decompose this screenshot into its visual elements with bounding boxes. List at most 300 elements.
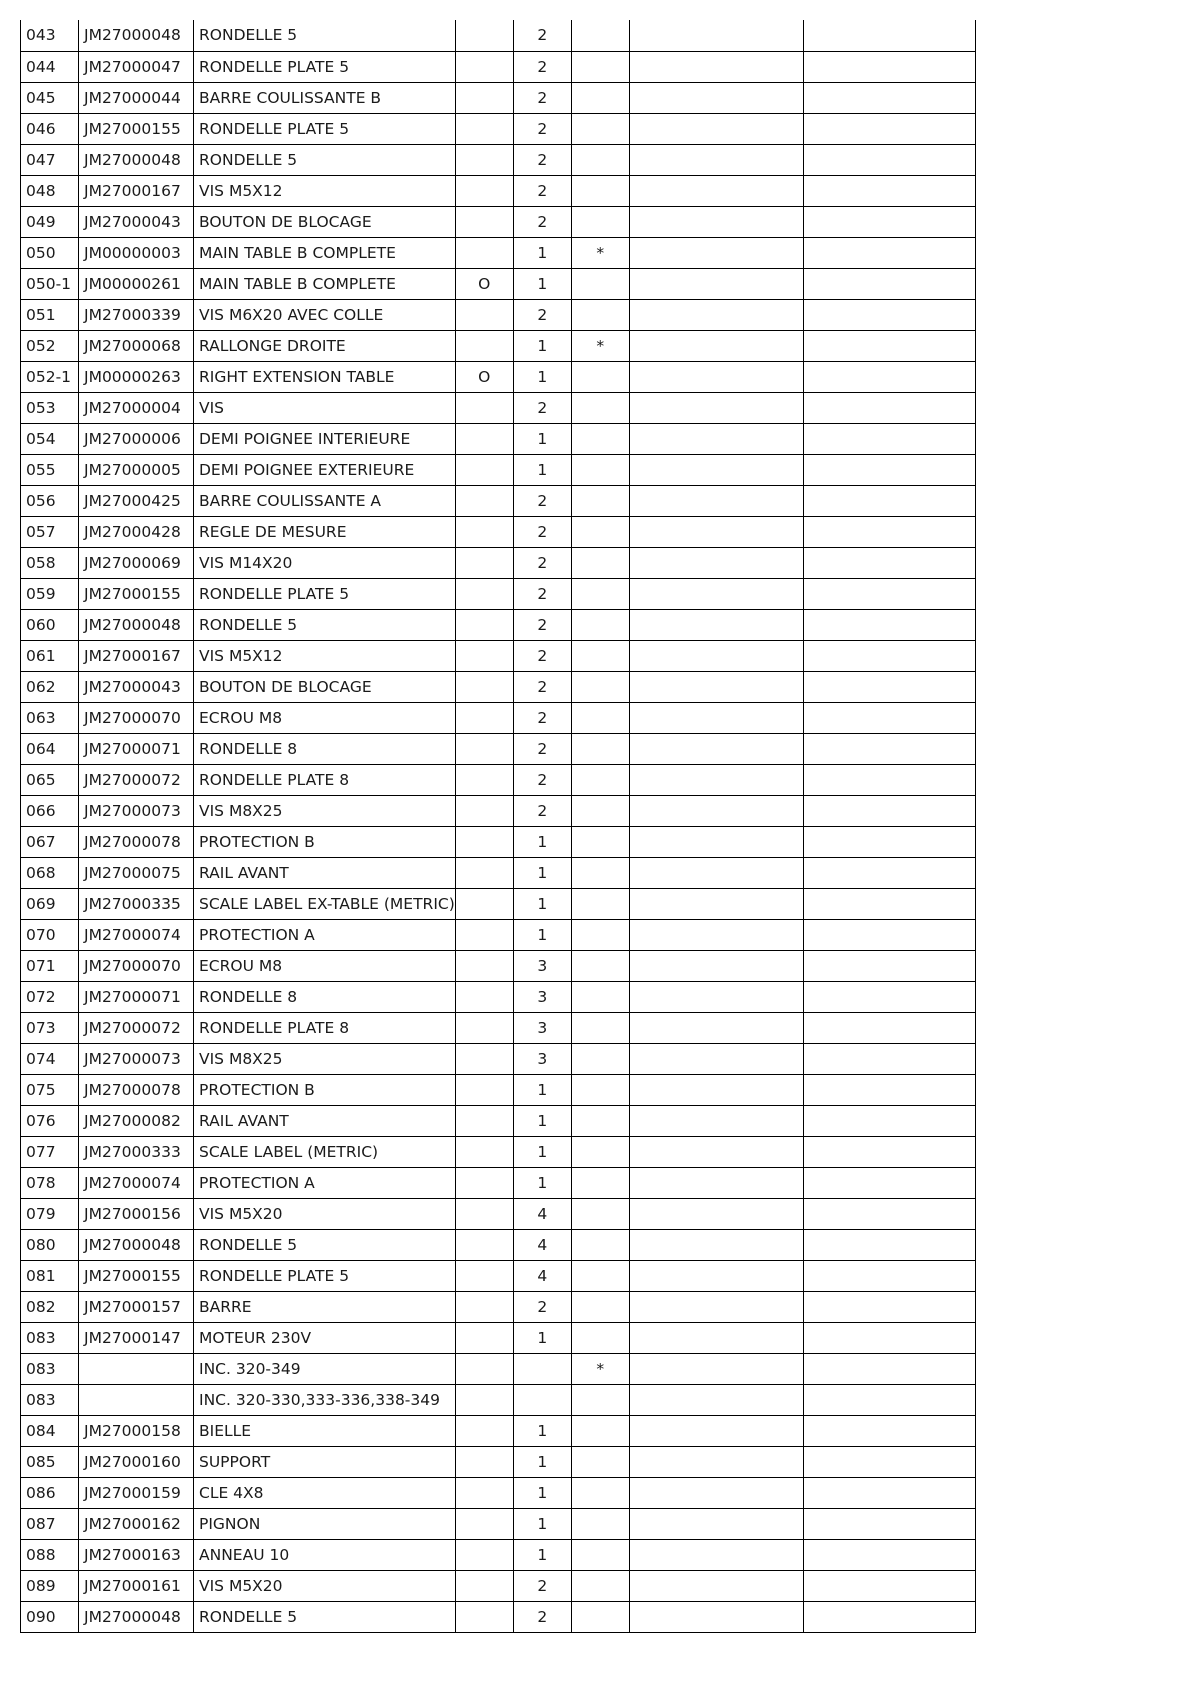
description-cell: VIS M5X20 [194, 1570, 456, 1601]
option-cell [455, 1353, 513, 1384]
table-row [21, 113, 976, 144]
table-row [21, 51, 976, 82]
quantity-cell: 2 [513, 392, 571, 423]
marker-cell [571, 1074, 629, 1105]
table-row [21, 516, 976, 547]
description-cell: INC. 320-330,333-336,338-349 [194, 1384, 456, 1415]
description-cell: RONDELLE PLATE 8 [194, 764, 456, 795]
blank-cell [629, 485, 803, 516]
blank-cell [803, 1043, 975, 1074]
blank-cell [629, 1043, 803, 1074]
reference-cell: JM27000074 [79, 1167, 194, 1198]
quantity-cell: 2 [513, 516, 571, 547]
blank-cell [629, 1322, 803, 1353]
option-cell [455, 609, 513, 640]
description-cell: RIGHT EXTENSION TABLE [194, 361, 456, 392]
part-number-cell: 085 [21, 1446, 79, 1477]
blank-cell [629, 1415, 803, 1446]
option-cell [455, 206, 513, 237]
part-number-cell: 049 [21, 206, 79, 237]
marker-cell [571, 392, 629, 423]
description-cell: SCALE LABEL (METRIC) [194, 1136, 456, 1167]
blank-cell [803, 1353, 975, 1384]
option-cell [455, 1508, 513, 1539]
option-cell [455, 1415, 513, 1446]
table-row [21, 20, 976, 51]
table-row [21, 1229, 976, 1260]
option-cell [455, 175, 513, 206]
blank-cell [629, 733, 803, 764]
blank-cell [629, 423, 803, 454]
blank-cell [629, 454, 803, 485]
blank-cell [803, 516, 975, 547]
reference-cell: JM27000160 [79, 1446, 194, 1477]
part-number-cell: 074 [21, 1043, 79, 1074]
option-cell [455, 1105, 513, 1136]
table-row [21, 392, 976, 423]
part-number-cell: 081 [21, 1260, 79, 1291]
quantity-cell: 2 [513, 547, 571, 578]
table-row [21, 330, 976, 361]
marker-cell [571, 144, 629, 175]
quantity-cell: 1 [513, 423, 571, 454]
blank-cell [803, 1601, 975, 1632]
reference-cell: JM27000044 [79, 82, 194, 113]
description-cell: BARRE COULISSANTE A [194, 485, 456, 516]
table-row [21, 640, 976, 671]
table-row [21, 578, 976, 609]
description-cell: RONDELLE 5 [194, 144, 456, 175]
part-number-cell: 060 [21, 609, 79, 640]
blank-cell [803, 1446, 975, 1477]
reference-cell: JM27000333 [79, 1136, 194, 1167]
part-number-cell: 058 [21, 547, 79, 578]
reference-cell: JM27000167 [79, 640, 194, 671]
description-cell: RONDELLE PLATE 5 [194, 51, 456, 82]
marker-cell [571, 1043, 629, 1074]
blank-cell [629, 1570, 803, 1601]
reference-cell: JM27000069 [79, 547, 194, 578]
quantity-cell: 4 [513, 1198, 571, 1229]
option-cell [455, 454, 513, 485]
blank-cell [803, 857, 975, 888]
part-number-cell: 076 [21, 1105, 79, 1136]
description-cell: REGLE DE MESURE [194, 516, 456, 547]
table-row [21, 1291, 976, 1322]
blank-cell [803, 268, 975, 299]
blank-cell [629, 206, 803, 237]
marker-cell [571, 1260, 629, 1291]
blank-cell [803, 671, 975, 702]
quantity-cell: 1 [513, 1105, 571, 1136]
quantity-cell: 3 [513, 981, 571, 1012]
table-row [21, 919, 976, 950]
table-row [21, 1570, 976, 1601]
marker-cell [571, 51, 629, 82]
option-cell [455, 1570, 513, 1601]
reference-cell: JM27000073 [79, 1043, 194, 1074]
blank-cell [803, 299, 975, 330]
quantity-cell: 2 [513, 206, 571, 237]
blank-cell [629, 51, 803, 82]
part-number-cell: 051 [21, 299, 79, 330]
table-row [21, 1198, 976, 1229]
part-number-cell: 069 [21, 888, 79, 919]
option-cell [455, 144, 513, 175]
blank-cell [803, 950, 975, 981]
reference-cell: JM27000155 [79, 578, 194, 609]
table-row [21, 1043, 976, 1074]
description-cell: PROTECTION A [194, 1167, 456, 1198]
part-number-cell: 050 [21, 237, 79, 268]
blank-cell [803, 1074, 975, 1105]
blank-cell [803, 1229, 975, 1260]
quantity-cell: 1 [513, 1167, 571, 1198]
parts-list-page [20, 20, 976, 1633]
part-number-cell: 056 [21, 485, 79, 516]
option-cell [455, 950, 513, 981]
marker-cell [571, 361, 629, 392]
marker-cell [571, 609, 629, 640]
quantity-cell: 2 [513, 640, 571, 671]
option-cell [455, 795, 513, 826]
table-row [21, 1446, 976, 1477]
quantity-cell: 1 [513, 1415, 571, 1446]
reference-cell: JM27000078 [79, 826, 194, 857]
quantity-cell: 1 [513, 1508, 571, 1539]
reference-cell: JM27000078 [79, 1074, 194, 1105]
blank-cell [803, 547, 975, 578]
marker-cell [571, 578, 629, 609]
table-row [21, 1508, 976, 1539]
reference-cell: JM27000156 [79, 1198, 194, 1229]
quantity-cell: 1 [513, 268, 571, 299]
marker-cell [571, 764, 629, 795]
marker-cell [571, 485, 629, 516]
blank-cell [629, 1229, 803, 1260]
part-number-cell: 086 [21, 1477, 79, 1508]
table-row [21, 826, 976, 857]
part-number-cell: 061 [21, 640, 79, 671]
description-cell: CLE 4X8 [194, 1477, 456, 1508]
blank-cell [629, 857, 803, 888]
blank-cell [803, 423, 975, 454]
reference-cell: JM27000161 [79, 1570, 194, 1601]
quantity-cell: 2 [513, 144, 571, 175]
part-number-cell: 088 [21, 1539, 79, 1570]
blank-cell [803, 1012, 975, 1043]
blank-cell [803, 392, 975, 423]
reference-cell: JM27000070 [79, 702, 194, 733]
marker-cell [571, 1136, 629, 1167]
part-number-cell: 090 [21, 1601, 79, 1632]
option-cell [455, 51, 513, 82]
blank-cell [629, 82, 803, 113]
reference-cell: JM00000003 [79, 237, 194, 268]
quantity-cell: 3 [513, 1012, 571, 1043]
marker-cell [571, 1508, 629, 1539]
reference-cell: JM27000043 [79, 671, 194, 702]
marker-cell [571, 1322, 629, 1353]
parts-table-body [21, 20, 976, 1632]
quantity-cell: 1 [513, 919, 571, 950]
blank-cell [803, 1136, 975, 1167]
marker-cell [571, 175, 629, 206]
option-cell [455, 392, 513, 423]
blank-cell [803, 1322, 975, 1353]
description-cell: VIS M8X25 [194, 1043, 456, 1074]
reference-cell: JM27000157 [79, 1291, 194, 1322]
table-row [21, 547, 976, 578]
description-cell: VIS M8X25 [194, 795, 456, 826]
reference-cell: JM27000074 [79, 919, 194, 950]
table-row [21, 671, 976, 702]
table-row [21, 888, 976, 919]
quantity-cell: 1 [513, 454, 571, 485]
blank-cell [803, 795, 975, 826]
reference-cell: JM27000005 [79, 454, 194, 485]
table-row [21, 454, 976, 485]
table-row [21, 609, 976, 640]
marker-cell [571, 733, 629, 764]
blank-cell [629, 547, 803, 578]
part-number-cell: 071 [21, 950, 79, 981]
part-number-cell: 082 [21, 1291, 79, 1322]
marker-cell [571, 888, 629, 919]
quantity-cell: 1 [513, 1074, 571, 1105]
description-cell: ECROU M8 [194, 950, 456, 981]
blank-cell [803, 609, 975, 640]
reference-cell: JM27000004 [79, 392, 194, 423]
blank-cell [803, 1105, 975, 1136]
reference-cell: JM27000048 [79, 1601, 194, 1632]
marker-cell [571, 20, 629, 51]
part-number-cell: 046 [21, 113, 79, 144]
table-row [21, 733, 976, 764]
quantity-cell: 1 [513, 1322, 571, 1353]
part-number-cell: 052 [21, 330, 79, 361]
reference-cell [79, 1384, 194, 1415]
part-number-cell: 087 [21, 1508, 79, 1539]
marker-cell [571, 113, 629, 144]
option-cell [455, 1260, 513, 1291]
blank-cell [629, 640, 803, 671]
option-cell [455, 547, 513, 578]
blank-cell [803, 1260, 975, 1291]
part-number-cell: 057 [21, 516, 79, 547]
quantity-cell: 2 [513, 485, 571, 516]
reference-cell: JM27000070 [79, 950, 194, 981]
blank-cell [629, 981, 803, 1012]
blank-cell [803, 702, 975, 733]
quantity-cell: 1 [513, 1446, 571, 1477]
quantity-cell: 4 [513, 1260, 571, 1291]
quantity-cell: 1 [513, 237, 571, 268]
reference-cell: JM27000158 [79, 1415, 194, 1446]
quantity-cell: 2 [513, 764, 571, 795]
marker-cell [571, 826, 629, 857]
table-row [21, 764, 976, 795]
option-cell [455, 826, 513, 857]
table-row [21, 268, 976, 299]
table-row [21, 1601, 976, 1632]
part-number-cell: 053 [21, 392, 79, 423]
description-cell: RONDELLE 5 [194, 609, 456, 640]
blank-cell [629, 671, 803, 702]
part-number-cell: 044 [21, 51, 79, 82]
marker-cell [571, 206, 629, 237]
table-row [21, 1353, 976, 1384]
blank-cell [803, 144, 975, 175]
marker-cell [571, 702, 629, 733]
description-cell: BIELLE [194, 1415, 456, 1446]
option-cell [455, 857, 513, 888]
table-row [21, 144, 976, 175]
option-cell [455, 1012, 513, 1043]
option-cell [455, 1601, 513, 1632]
quantity-cell: 1 [513, 330, 571, 361]
option-cell [455, 640, 513, 671]
option-cell [455, 919, 513, 950]
marker-cell [571, 857, 629, 888]
quantity-cell: 2 [513, 113, 571, 144]
reference-cell: JM27000162 [79, 1508, 194, 1539]
quantity-cell: 3 [513, 1043, 571, 1074]
part-number-cell: 083 [21, 1322, 79, 1353]
marker-cell [571, 1415, 629, 1446]
blank-cell [803, 1570, 975, 1601]
description-cell: PROTECTION B [194, 1074, 456, 1105]
option-cell [455, 1477, 513, 1508]
marker-cell [571, 950, 629, 981]
table-row [21, 1167, 976, 1198]
reference-cell: JM27000159 [79, 1477, 194, 1508]
reference-cell: JM27000335 [79, 888, 194, 919]
parts-table [20, 20, 976, 1633]
table-row [21, 795, 976, 826]
quantity-cell: 2 [513, 609, 571, 640]
blank-cell [803, 640, 975, 671]
part-number-cell: 084 [21, 1415, 79, 1446]
blank-cell [629, 237, 803, 268]
blank-cell [629, 888, 803, 919]
option-cell [455, 113, 513, 144]
part-number-cell: 068 [21, 857, 79, 888]
quantity-cell: 4 [513, 1229, 571, 1260]
table-row [21, 1322, 976, 1353]
marker-cell [571, 981, 629, 1012]
table-row [21, 1415, 976, 1446]
marker-cell [571, 1477, 629, 1508]
blank-cell [629, 175, 803, 206]
description-cell: RONDELLE 5 [194, 1229, 456, 1260]
description-cell: BARRE [194, 1291, 456, 1322]
blank-cell [629, 330, 803, 361]
description-cell: VIS M14X20 [194, 547, 456, 578]
quantity-cell: 2 [513, 795, 571, 826]
blank-cell [803, 981, 975, 1012]
blank-cell [629, 826, 803, 857]
description-cell: RONDELLE PLATE 5 [194, 113, 456, 144]
option-cell [455, 1446, 513, 1477]
blank-cell [629, 1198, 803, 1229]
blank-cell [803, 206, 975, 237]
blank-cell [629, 516, 803, 547]
blank-cell [803, 51, 975, 82]
marker-cell [571, 516, 629, 547]
blank-cell [629, 1291, 803, 1322]
description-cell: RAIL AVANT [194, 1105, 456, 1136]
option-cell [455, 485, 513, 516]
marker-cell [571, 671, 629, 702]
marker-cell [571, 1012, 629, 1043]
quantity-cell: 2 [513, 733, 571, 764]
part-number-cell: 070 [21, 919, 79, 950]
description-cell: ECROU M8 [194, 702, 456, 733]
description-cell: RONDELLE PLATE 5 [194, 1260, 456, 1291]
blank-cell [629, 702, 803, 733]
part-number-cell: 064 [21, 733, 79, 764]
part-number-cell: 075 [21, 1074, 79, 1105]
marker-cell [571, 268, 629, 299]
marker-cell [571, 1446, 629, 1477]
option-cell [455, 888, 513, 919]
part-number-cell: 052-1 [21, 361, 79, 392]
blank-cell [629, 578, 803, 609]
quantity-cell: 1 [513, 1477, 571, 1508]
quantity-cell: 1 [513, 361, 571, 392]
description-cell: RONDELLE 8 [194, 733, 456, 764]
option-cell [455, 671, 513, 702]
table-row [21, 485, 976, 516]
option-cell: O [455, 268, 513, 299]
blank-cell [803, 113, 975, 144]
marker-cell [571, 1167, 629, 1198]
blank-cell [803, 175, 975, 206]
reference-cell: JM27000082 [79, 1105, 194, 1136]
quantity-cell [513, 1384, 571, 1415]
reference-cell: JM27000068 [79, 330, 194, 361]
quantity-cell: 2 [513, 1570, 571, 1601]
blank-cell [629, 20, 803, 51]
quantity-cell: 2 [513, 671, 571, 702]
table-row [21, 702, 976, 733]
part-number-cell: 073 [21, 1012, 79, 1043]
marker-cell [571, 423, 629, 454]
blank-cell [803, 888, 975, 919]
part-number-cell: 047 [21, 144, 79, 175]
marker-cell [571, 919, 629, 950]
option-cell [455, 20, 513, 51]
description-cell: RAIL AVANT [194, 857, 456, 888]
blank-cell [629, 1508, 803, 1539]
description-cell: RONDELLE 8 [194, 981, 456, 1012]
table-row [21, 1477, 976, 1508]
blank-cell [803, 1477, 975, 1508]
blank-cell [803, 764, 975, 795]
blank-cell [629, 113, 803, 144]
quantity-cell: 1 [513, 1136, 571, 1167]
reference-cell: JM27000155 [79, 1260, 194, 1291]
blank-cell [803, 1198, 975, 1229]
part-number-cell: 043 [21, 20, 79, 51]
option-cell [455, 1074, 513, 1105]
part-number-cell: 078 [21, 1167, 79, 1198]
option-cell [455, 1322, 513, 1353]
option-cell [455, 82, 513, 113]
description-cell: MOTEUR 230V [194, 1322, 456, 1353]
marker-cell: * [571, 1353, 629, 1384]
